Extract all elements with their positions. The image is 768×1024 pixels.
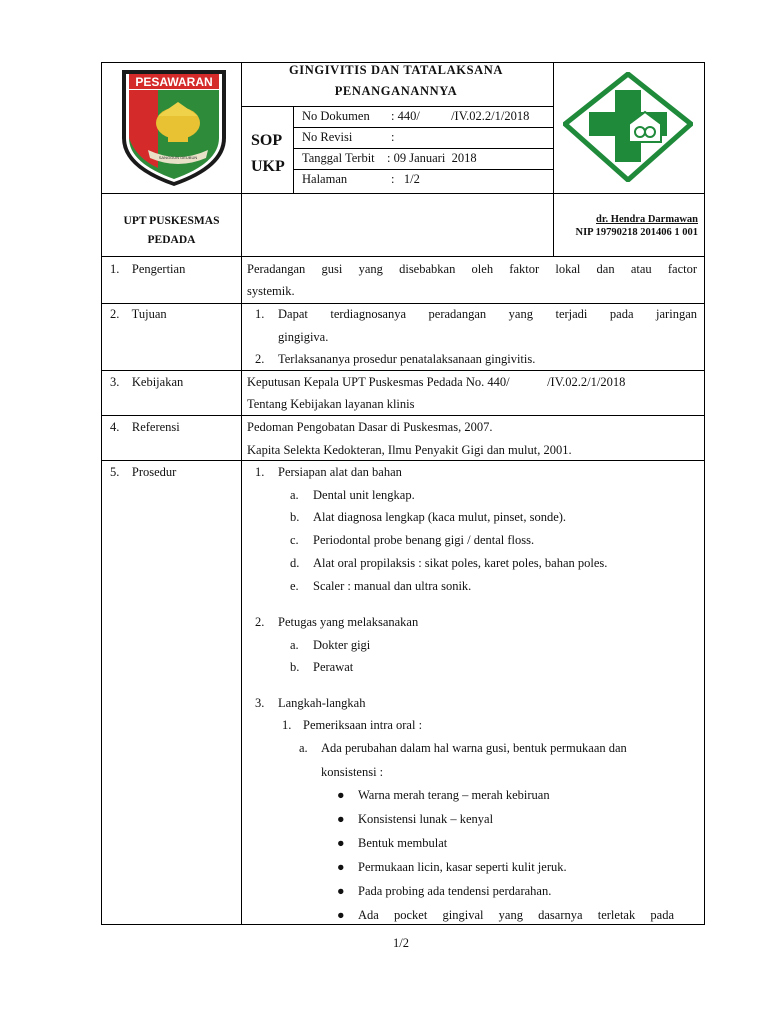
tujuan-item2-number: 2.	[255, 352, 265, 366]
prosedur-step2: Petugas yang melaksanakan	[278, 615, 419, 629]
field-halaman-value: : 1/2	[391, 172, 420, 186]
tujuan-item2: Terlaksananya prosedur penatalaksanaan gingivitis.	[278, 352, 536, 366]
bullet-item: Permukaan licin, kasar seperti kulit jeruk.	[358, 860, 567, 874]
bullet-item: Konsistensi lunak – kenyal	[358, 812, 494, 826]
header-bottom-rule	[101, 256, 705, 257]
step1-item: Alat diagnosa lengkap (kaca mulut, pinset, sonde).	[313, 510, 567, 524]
tujuan-item1-number: 1.	[255, 307, 265, 321]
ukp-label: UKP	[251, 158, 285, 175]
table-border-bottom	[101, 924, 705, 925]
field-rule-1	[293, 127, 554, 128]
referensi-line1: Pedoman Pengobatan Dasar di Puskesmas, 2007.	[247, 420, 493, 434]
row-label-kebijakan: 3. Kebijakan	[110, 375, 184, 389]
field-tanggal-terbit-value: : 09 Januari 2018	[387, 151, 477, 165]
title-rule	[241, 106, 554, 107]
step1-item: Alat oral propilaksis : sikat poles, karet poles, bahan poles.	[313, 556, 608, 570]
step1-item-letter: b.	[290, 510, 300, 524]
row-label-prosedur: 5. Prosedur	[110, 465, 177, 479]
row-label-referensi: 4. Referensi	[110, 420, 180, 434]
row-rule-3	[101, 415, 705, 416]
bullet-icon: ●	[337, 836, 345, 850]
step3-sub1a-line2: konsistensi :	[321, 765, 384, 779]
bullet-icon: ●	[337, 860, 345, 874]
document-title-line1: GINGIVITIS DAN TATALAKSANA	[288, 63, 504, 77]
pengertian-line2: systemik.	[247, 284, 295, 298]
step2-item: Dokter gigi	[313, 638, 371, 652]
step3-sub1: Pemeriksaan intra oral :	[303, 718, 423, 732]
puskesmas-logo	[563, 72, 693, 182]
kebijakan-line1: Keputusan Kepala UPT Puskesmas Pedada No. 440/ /IV.02.2/1/2018	[247, 375, 626, 389]
bullet-item: Ada pocket gingival yang dasarnya terletak pada	[358, 908, 674, 922]
field-halaman-label: Halaman	[302, 172, 348, 186]
header-divider-right	[553, 62, 554, 256]
prosedur-step2-number: 2.	[255, 615, 265, 629]
bullet-icon: ●	[337, 908, 345, 922]
svg-text:PESAWARAN: PESAWARAN	[135, 75, 213, 89]
header-divider-fields	[293, 106, 294, 193]
field-rule-3	[293, 169, 554, 170]
pesawaran-logo	[118, 68, 230, 188]
page-number: 1/2	[393, 936, 409, 950]
bullet-item: Pada probing ada tendensi perdarahan.	[358, 884, 552, 898]
step1-item: Dental unit lengkap.	[313, 488, 415, 502]
prosedur-step3: Langkah-langkah	[278, 696, 366, 710]
sop-label: SOP	[251, 132, 283, 149]
step1-item-letter: c.	[290, 533, 299, 547]
step2-item-letter: b.	[290, 660, 300, 674]
field-no-dokumen-label: No Dokumen	[302, 109, 370, 123]
pengertian-line1: Peradangan gusi yang disebabkan oleh faktor lokal dan atau factor	[247, 262, 697, 276]
prosedur-step3-number: 3.	[255, 696, 265, 710]
step2-item: Perawat	[313, 660, 354, 674]
step1-item: Scaler : manual dan ultra sonik.	[313, 579, 472, 593]
field-tanggal-terbit-label: Tanggal Terbit	[302, 151, 375, 165]
step1-item-letter: d.	[290, 556, 300, 570]
bullet-icon: ●	[337, 788, 345, 802]
table-border-left	[101, 62, 102, 925]
step1-item-letter: e.	[290, 579, 299, 593]
row-label-pengertian: 1. Pengertian	[110, 262, 186, 276]
header-rule	[101, 193, 705, 194]
referensi-line2: Kapita Selekta Kedokteran, Ilmu Penyakit Gigi dan mulut, 2001.	[247, 443, 572, 457]
signer-nip: NIP 19790218 201406 1 001	[575, 227, 698, 238]
document-title-line2: PENANGANANNYA	[334, 84, 458, 98]
bullet-item: Warna merah terang – merah kebiruan	[358, 788, 550, 802]
row-label-tujuan: 2. Tujuan	[110, 307, 167, 321]
field-rule-2	[293, 148, 554, 149]
step3-sub1a-line1: Ada perubahan dalam hal warna gusi, bentuk permukaan dan	[321, 741, 627, 755]
bullet-item: Bentuk membulat	[358, 836, 448, 850]
table-border-right	[704, 62, 705, 925]
row-rule-2	[101, 370, 705, 371]
prosedur-step1-number: 1.	[255, 465, 265, 479]
svg-text:SANGGUN GEUBUN: SANGGUN GEUBUN	[158, 155, 198, 160]
tujuan-item1-line2: gingigiva.	[278, 330, 329, 344]
unit-name-line1: UPT PUSKESMAS	[123, 215, 220, 227]
bullet-icon: ●	[337, 812, 345, 826]
step2-item-letter: a.	[290, 638, 299, 652]
header-divider-left	[241, 62, 242, 925]
step3-sub1a-letter: a.	[299, 741, 308, 755]
bullet-icon: ●	[337, 884, 345, 898]
field-no-revisi-value: :	[391, 130, 395, 144]
signer-name: dr. Hendra Darmawan	[596, 214, 698, 225]
row-rule-1	[101, 303, 705, 304]
row-rule-4	[101, 460, 705, 461]
field-no-revisi-label: No Revisi	[302, 130, 353, 144]
unit-name-line2: PEDADA	[147, 234, 196, 246]
kebijakan-line2: Tentang Kebijakan layanan klinis	[247, 397, 415, 411]
step1-item: Periodontal probe benang gigi / dental floss.	[313, 533, 535, 547]
field-no-dokumen-value: : 440/ /IV.02.2/1/2018	[391, 109, 530, 123]
prosedur-step1: Persiapan alat dan bahan	[278, 465, 402, 479]
step3-sub1-number: 1.	[282, 718, 292, 732]
step1-item-letter: a.	[290, 488, 299, 502]
tujuan-item1-line1: Dapat terdiagnosanya peradangan yang terjadi pada jaringan	[278, 307, 697, 321]
